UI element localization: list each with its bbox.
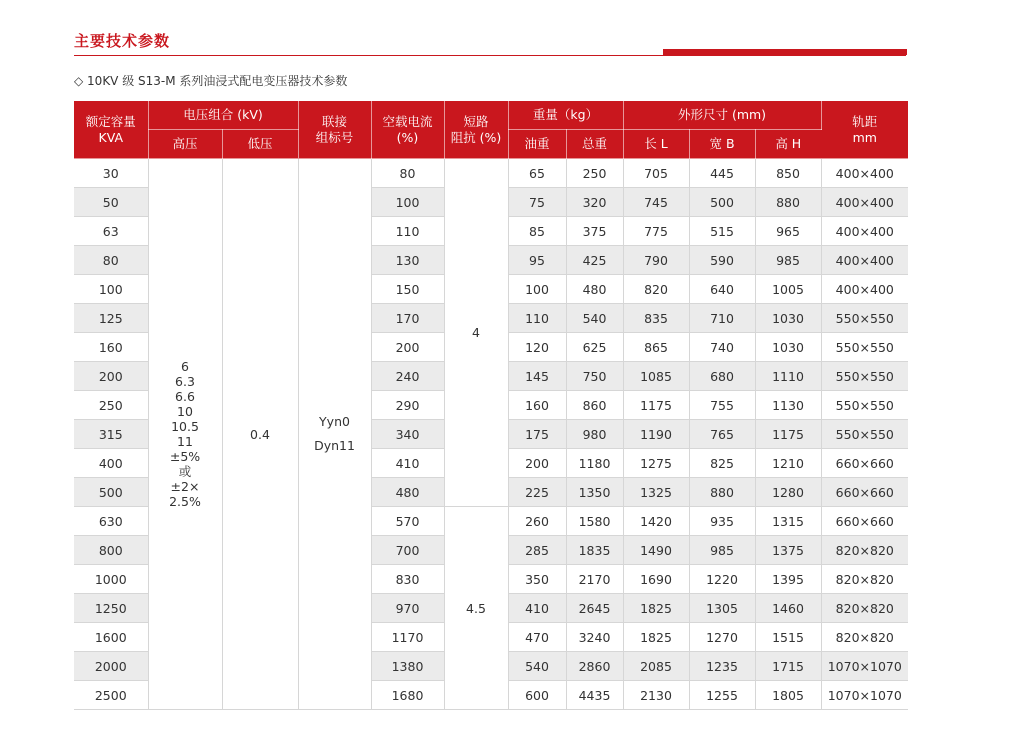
cell-gauge: 400×400 bbox=[821, 217, 908, 246]
cell-length: 1825 bbox=[623, 623, 689, 652]
cell-length: 775 bbox=[623, 217, 689, 246]
cell-gauge: 550×550 bbox=[821, 304, 908, 333]
header-width: 宽 B bbox=[689, 130, 755, 159]
cell-gauge: 1070×1070 bbox=[821, 652, 908, 681]
cell-total-weight: 1180 bbox=[566, 449, 623, 478]
cell-length: 1690 bbox=[623, 565, 689, 594]
cell-gauge: 400×400 bbox=[821, 159, 908, 188]
cell-height: 1175 bbox=[755, 420, 821, 449]
cell-oil-weight: 100 bbox=[508, 275, 566, 304]
cell-rated-capacity: 1600 bbox=[74, 623, 148, 652]
cell-width: 500 bbox=[689, 188, 755, 217]
cell-length: 865 bbox=[623, 333, 689, 362]
header-height: 高 H bbox=[755, 130, 821, 159]
cell-rated-capacity: 30 bbox=[74, 159, 148, 188]
cell-noload-current: 970 bbox=[371, 594, 444, 623]
cell-gauge: 1070×1070 bbox=[821, 681, 908, 710]
cell-height: 1395 bbox=[755, 565, 821, 594]
cell-oil-weight: 410 bbox=[508, 594, 566, 623]
cell-width: 1220 bbox=[689, 565, 755, 594]
cell-rated-capacity: 160 bbox=[74, 333, 148, 362]
cell-total-weight: 250 bbox=[566, 159, 623, 188]
cell-width: 740 bbox=[689, 333, 755, 362]
cell-length: 705 bbox=[623, 159, 689, 188]
cell-oil-weight: 95 bbox=[508, 246, 566, 275]
cell-length: 835 bbox=[623, 304, 689, 333]
spec-table-body bbox=[74, 159, 908, 710]
cell-gauge: 400×400 bbox=[821, 188, 908, 217]
cell-impedance-group-2: 4.5 bbox=[444, 507, 508, 710]
cell-width: 825 bbox=[689, 449, 755, 478]
cell-noload-current: 1170 bbox=[371, 623, 444, 652]
cell-width: 755 bbox=[689, 391, 755, 420]
cell-height: 1030 bbox=[755, 304, 821, 333]
cell-height: 1460 bbox=[755, 594, 821, 623]
cell-oil-weight: 160 bbox=[508, 391, 566, 420]
cell-total-weight: 2170 bbox=[566, 565, 623, 594]
cell-gauge: 550×550 bbox=[821, 362, 908, 391]
cell-length: 745 bbox=[623, 188, 689, 217]
cell-noload-current: 130 bbox=[371, 246, 444, 275]
cell-rated-capacity: 500 bbox=[74, 478, 148, 507]
cell-oil-weight: 540 bbox=[508, 652, 566, 681]
cell-length: 1420 bbox=[623, 507, 689, 536]
cell-width: 1235 bbox=[689, 652, 755, 681]
cell-length: 1085 bbox=[623, 362, 689, 391]
cell-gauge: 400×400 bbox=[821, 246, 908, 275]
cell-width: 515 bbox=[689, 217, 755, 246]
cell-total-weight: 4435 bbox=[566, 681, 623, 710]
cell-total-weight: 320 bbox=[566, 188, 623, 217]
cell-width: 880 bbox=[689, 478, 755, 507]
cell-connection-group-merged: Yyn0 Dyn11 bbox=[298, 159, 371, 710]
header-short-circuit-impedance: 短路 阻抗 (%) bbox=[444, 101, 508, 159]
cell-height: 1130 bbox=[755, 391, 821, 420]
cell-length: 2130 bbox=[623, 681, 689, 710]
cell-rated-capacity: 800 bbox=[74, 536, 148, 565]
cell-gauge: 660×660 bbox=[821, 478, 908, 507]
cell-impedance-group-1: 4 bbox=[444, 159, 508, 507]
cell-width: 765 bbox=[689, 420, 755, 449]
header-length: 长 L bbox=[623, 130, 689, 159]
cell-total-weight: 1350 bbox=[566, 478, 623, 507]
cell-noload-current: 340 bbox=[371, 420, 444, 449]
cell-noload-current: 700 bbox=[371, 536, 444, 565]
cell-noload-current: 200 bbox=[371, 333, 444, 362]
cell-noload-current: 100 bbox=[371, 188, 444, 217]
cell-length: 1190 bbox=[623, 420, 689, 449]
cell-noload-current: 110 bbox=[371, 217, 444, 246]
cell-gauge: 820×820 bbox=[821, 594, 908, 623]
cell-total-weight: 750 bbox=[566, 362, 623, 391]
cell-height: 985 bbox=[755, 246, 821, 275]
cell-rated-capacity: 315 bbox=[74, 420, 148, 449]
cell-noload-current: 80 bbox=[371, 159, 444, 188]
cell-noload-current: 290 bbox=[371, 391, 444, 420]
cell-rated-capacity: 100 bbox=[74, 275, 148, 304]
cell-gauge: 550×550 bbox=[821, 420, 908, 449]
cell-high-voltage-merged: 6 6.3 6.6 10 10.5 11 ±5% 或 ±2× 2.5% bbox=[148, 159, 222, 710]
cell-width: 710 bbox=[689, 304, 755, 333]
cell-total-weight: 625 bbox=[566, 333, 623, 362]
cell-total-weight: 1835 bbox=[566, 536, 623, 565]
cell-width: 1255 bbox=[689, 681, 755, 710]
cell-gauge: 550×550 bbox=[821, 333, 908, 362]
cell-height: 1110 bbox=[755, 362, 821, 391]
cell-width: 590 bbox=[689, 246, 755, 275]
cell-noload-current: 570 bbox=[371, 507, 444, 536]
cell-rated-capacity: 250 bbox=[74, 391, 148, 420]
cell-low-voltage-merged: 0.4 bbox=[222, 159, 298, 710]
cell-width: 680 bbox=[689, 362, 755, 391]
cell-oil-weight: 75 bbox=[508, 188, 566, 217]
cell-rated-capacity: 63 bbox=[74, 217, 148, 246]
cell-noload-current: 1380 bbox=[371, 652, 444, 681]
table-row bbox=[74, 159, 908, 188]
header-rated-capacity: 额定容量 KVA bbox=[74, 101, 148, 159]
cell-oil-weight: 470 bbox=[508, 623, 566, 652]
cell-total-weight: 980 bbox=[566, 420, 623, 449]
cell-height: 880 bbox=[755, 188, 821, 217]
cell-rated-capacity: 80 bbox=[74, 246, 148, 275]
cell-length: 1325 bbox=[623, 478, 689, 507]
cell-oil-weight: 110 bbox=[508, 304, 566, 333]
cell-total-weight: 860 bbox=[566, 391, 623, 420]
cell-gauge: 820×820 bbox=[821, 536, 908, 565]
cell-total-weight: 2860 bbox=[566, 652, 623, 681]
cell-gauge: 660×660 bbox=[821, 507, 908, 536]
cell-oil-weight: 285 bbox=[508, 536, 566, 565]
cell-height: 1005 bbox=[755, 275, 821, 304]
cell-length: 1825 bbox=[623, 594, 689, 623]
cell-length: 1175 bbox=[623, 391, 689, 420]
cell-noload-current: 480 bbox=[371, 478, 444, 507]
cell-oil-weight: 260 bbox=[508, 507, 566, 536]
table-subtitle: ◇ 10KV 级 S13-M 系列油浸式配电变压器技术参数 bbox=[74, 74, 348, 88]
cell-oil-weight: 600 bbox=[508, 681, 566, 710]
cell-rated-capacity: 630 bbox=[74, 507, 148, 536]
cell-height: 1805 bbox=[755, 681, 821, 710]
cell-length: 1275 bbox=[623, 449, 689, 478]
cell-noload-current: 410 bbox=[371, 449, 444, 478]
cell-height: 965 bbox=[755, 217, 821, 246]
cell-height: 1315 bbox=[755, 507, 821, 536]
cell-height: 1030 bbox=[755, 333, 821, 362]
cell-oil-weight: 85 bbox=[508, 217, 566, 246]
cell-length: 790 bbox=[623, 246, 689, 275]
header-gauge: 轨距 mm bbox=[821, 101, 908, 159]
cell-rated-capacity: 2500 bbox=[74, 681, 148, 710]
cell-width: 445 bbox=[689, 159, 755, 188]
cell-total-weight: 540 bbox=[566, 304, 623, 333]
header-total-weight: 总重 bbox=[566, 130, 623, 159]
cell-total-weight: 425 bbox=[566, 246, 623, 275]
cell-noload-current: 150 bbox=[371, 275, 444, 304]
cell-height: 1210 bbox=[755, 449, 821, 478]
cell-length: 1490 bbox=[623, 536, 689, 565]
cell-oil-weight: 65 bbox=[508, 159, 566, 188]
cell-noload-current: 170 bbox=[371, 304, 444, 333]
header-connection-group: 联接 组标号 bbox=[298, 101, 371, 159]
cell-length: 2085 bbox=[623, 652, 689, 681]
cell-total-weight: 3240 bbox=[566, 623, 623, 652]
cell-total-weight: 375 bbox=[566, 217, 623, 246]
cell-width: 935 bbox=[689, 507, 755, 536]
cell-rated-capacity: 2000 bbox=[74, 652, 148, 681]
cell-gauge: 820×820 bbox=[821, 565, 908, 594]
header-voltage-combination: 电压组合 (kV) bbox=[148, 101, 298, 130]
cell-width: 1270 bbox=[689, 623, 755, 652]
cell-width: 640 bbox=[689, 275, 755, 304]
header-noload-current: 空载电流 (%) bbox=[371, 101, 444, 159]
header-low-voltage: 低压 bbox=[222, 130, 298, 159]
cell-oil-weight: 200 bbox=[508, 449, 566, 478]
cell-noload-current: 830 bbox=[371, 565, 444, 594]
cell-rated-capacity: 125 bbox=[74, 304, 148, 333]
title-rule bbox=[74, 55, 906, 56]
spec-table bbox=[74, 101, 908, 710]
cell-rated-capacity: 400 bbox=[74, 449, 148, 478]
cell-noload-current: 1680 bbox=[371, 681, 444, 710]
cell-height: 1280 bbox=[755, 478, 821, 507]
cell-rated-capacity: 200 bbox=[74, 362, 148, 391]
cell-oil-weight: 175 bbox=[508, 420, 566, 449]
cell-rated-capacity: 1250 bbox=[74, 594, 148, 623]
cell-height: 1375 bbox=[755, 536, 821, 565]
cell-total-weight: 1580 bbox=[566, 507, 623, 536]
cell-oil-weight: 225 bbox=[508, 478, 566, 507]
cell-total-weight: 480 bbox=[566, 275, 623, 304]
cell-height: 1715 bbox=[755, 652, 821, 681]
cell-width: 985 bbox=[689, 536, 755, 565]
cell-gauge: 400×400 bbox=[821, 275, 908, 304]
cell-oil-weight: 145 bbox=[508, 362, 566, 391]
header-oil-weight: 油重 bbox=[508, 130, 566, 159]
cell-gauge: 660×660 bbox=[821, 449, 908, 478]
header-high-voltage: 高压 bbox=[148, 130, 222, 159]
cell-length: 820 bbox=[623, 275, 689, 304]
header-dimensions: 外形尺寸 (mm) bbox=[623, 101, 821, 130]
cell-gauge: 820×820 bbox=[821, 623, 908, 652]
section-title: 主要技术参数 bbox=[74, 32, 171, 50]
cell-oil-weight: 120 bbox=[508, 333, 566, 362]
cell-rated-capacity: 50 bbox=[74, 188, 148, 217]
cell-height: 1515 bbox=[755, 623, 821, 652]
cell-gauge: 550×550 bbox=[821, 391, 908, 420]
cell-height: 850 bbox=[755, 159, 821, 188]
header-weight: 重量（kg） bbox=[508, 101, 623, 130]
cell-rated-capacity: 1000 bbox=[74, 565, 148, 594]
cell-noload-current: 240 bbox=[371, 362, 444, 391]
cell-oil-weight: 350 bbox=[508, 565, 566, 594]
cell-total-weight: 2645 bbox=[566, 594, 623, 623]
cell-width: 1305 bbox=[689, 594, 755, 623]
